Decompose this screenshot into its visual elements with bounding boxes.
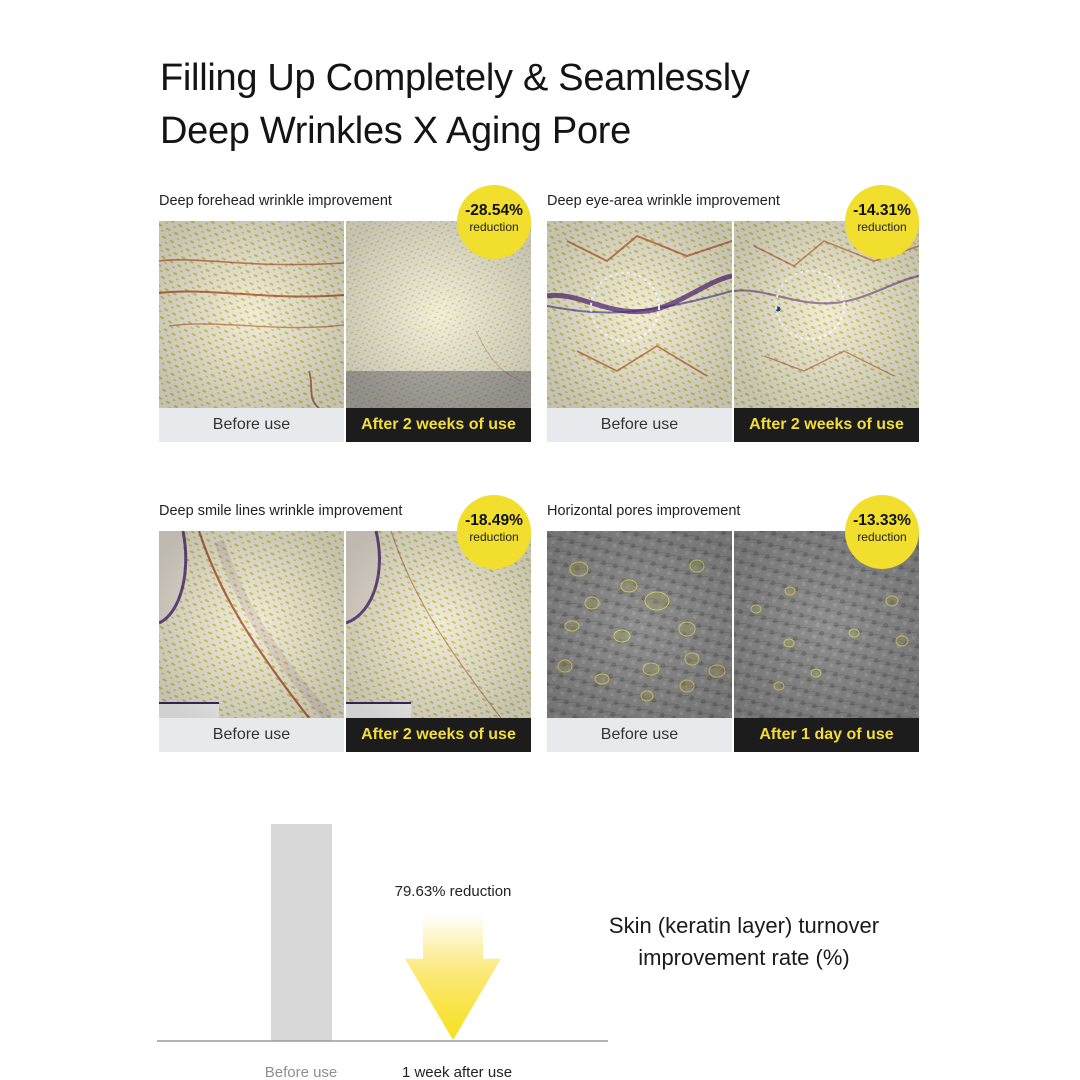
after-caption: After 2 weeks of use — [346, 408, 531, 442]
arrow-reduction — [405, 914, 501, 1040]
badge-value: -14.31% — [853, 202, 911, 219]
badge-value: -13.33% — [853, 512, 911, 529]
after-caption: After 1 day of use — [734, 718, 919, 752]
after-caption: After 2 weeks of use — [346, 718, 531, 752]
panel-label: Deep forehead wrinkle improvement — [159, 193, 392, 209]
badge-label: reduction — [857, 220, 907, 234]
panel-label: Deep smile lines wrinkle improvement — [159, 503, 403, 519]
before-caption: Before use — [547, 718, 732, 752]
bar-before-use — [271, 824, 332, 1041]
category-label-after: 1 week after use — [401, 1064, 513, 1080]
category-label-before: Before use — [264, 1064, 338, 1080]
before-caption: Before use — [547, 408, 732, 442]
badge-label: reduction — [857, 530, 907, 544]
badge-value: -28.54% — [465, 202, 523, 219]
after-caption: After 2 weeks of use — [734, 408, 919, 442]
chart-title-line-1: Skin (keratin layer) turnover — [608, 913, 880, 938]
before-caption: Before use — [159, 408, 344, 442]
badge-label: reduction — [469, 530, 519, 544]
panel-label: Deep eye-area wrinkle improvement — [547, 193, 780, 209]
reduction-annotation: 79.63% reduction — [394, 882, 512, 900]
chart-title — [596, 910, 892, 974]
title-line-2: Deep Wrinkles X Aging Pore — [160, 110, 631, 152]
before-caption: Before use — [159, 718, 344, 752]
panel-label: Horizontal pores improvement — [547, 503, 741, 519]
chart-title-line-2: improvement rate (%) — [638, 945, 850, 970]
title-line-1: Filling Up Completely & Seamlessly — [160, 57, 750, 99]
badge-label: reduction — [469, 220, 519, 234]
badge-value: -18.49% — [465, 512, 523, 529]
